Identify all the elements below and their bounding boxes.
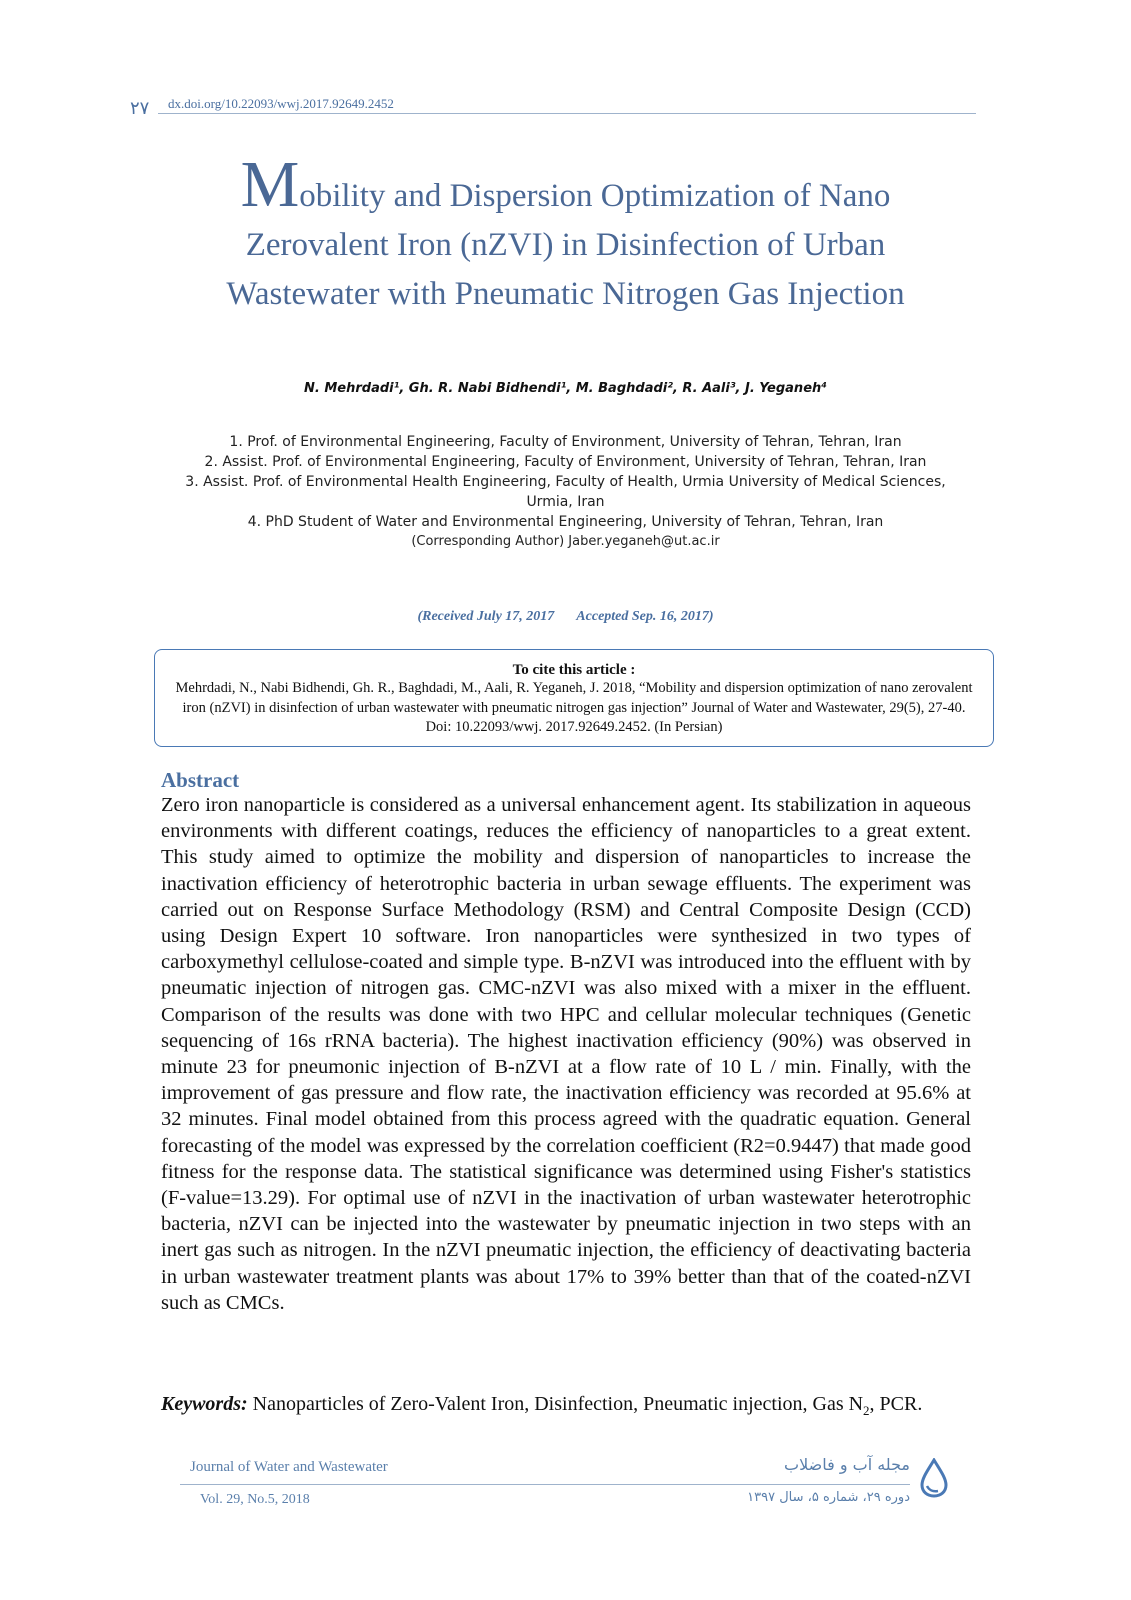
footer-journal-fa: مجله آب و فاضلاب — [784, 1455, 910, 1474]
footer-volume-en: Vol. 29, No.5, 2018 — [200, 1492, 310, 1507]
title-dropcap: M — [240, 148, 300, 221]
accepted-date: Accepted Sep. 16, 2017) — [576, 609, 714, 624]
affiliation-4: 4. PhD Student of Water and Environmental Engineering, University of Tehran, Tehran, Iran — [247, 514, 884, 530]
page-header — [130, 92, 976, 122]
keywords-text-end: , PCR. — [869, 1393, 923, 1415]
keywords — [161, 1393, 981, 1419]
doi-link[interactable]: dx.doi.org/10.22093/wwj.2017.92649.2452 — [168, 96, 394, 111]
keywords-label: Keywords: — [161, 1393, 248, 1415]
citation-text: Mehrdadi, N., Nabi Bidhendi, Gh. R., Baghdadi, M., Aali, R. Yeganeh, J. 2018, “Mobility and dispersion optimization of nano zerovalent iron (nZVI) in disinfection of urban wastewater with pneumatic nitrogen gas injection” Journal of Water and Wastewater, 29(5), 27-40. Doi: 10.22093/wwj. 2017.92649.2452. (In Persian) — [175, 680, 973, 735]
keywords-text: Nanoparticles of Zero-Valent Iron, Disinfection, Pneumatic injection, Gas N — [247, 1393, 864, 1415]
article-title — [140, 148, 991, 319]
page-number: ۲۷ — [130, 98, 150, 119]
footer-volume-fa: دوره ۲۹، شماره ۵، سال ۱۳۹۷ — [747, 1490, 910, 1505]
affiliations — [170, 432, 961, 552]
corresponding-author: (Corresponding Author) Jaber.yeganeh@ut.ac.ir — [411, 534, 720, 549]
affiliation-1: 1. Prof. of Environmental Engineering, Faculty of Environment, University of Tehran, Tehran, Iran — [229, 434, 902, 450]
footer-journal-en: Journal of Water and Wastewater — [190, 1459, 388, 1475]
abstract-heading: Abstract — [161, 768, 240, 792]
journal-logo-icon — [918, 1458, 950, 1498]
title-line-1-rest: obility and Dispersion Optimization of Nano — [299, 178, 891, 214]
abstract-body: Zero iron nanoparticle is considered as a universal enhancement agent. Its stabilization in aqueous environments with different coatings, reduces the efficiency of nanoparticles to a great extent. This study aimed to optimize the mobility and dispersion of nanoparticles to increase the inactivation efficiency of heterotrophic bacteria in urban sewage effluents. The experiment was carried out on Response Surface Methodology (RSM) and Central Composite Design (CCD) using Design Expert 10 software. Iron nanoparticles were synthesized in two types of carboxymethyl cellulose-coated and simple type. B-nZVI was introduced into the effluent with by pneumatic injection of nitrogen gas. CMC-nZVI was also mixed with a mixer in the effluent. Comparison of the results was done with two HPC and cellular molecular techniques (Genetic sequencing of 16s rRNA bacteria). The highest inactivation efficiency (90%) was observed in minute 23 for pneumonic injection of B-nZVI at a flow rate of 10 L / min. Finally, with the improvement of gas pressure and flow rate, the inactivation efficiency was recorded at 95.6% at 32 minutes. Final model obtained from this process agreed with the quadratic equation. General forecasting of the model was expressed by the correlation coefficient (R2=0.9447) that made good fitness for the response data. The statistical significance was determined using Fisher's statistics (F-value=13.29). For optimal use of nZVI in the inactivation of urban wastewater heterotrophic bacteria, nZVI can be injected into the wastewater by pneumatic injection in two steps with an inert gas such as nitrogen. In the nZVI pneumatic injection, the efficiency of deactivating bacteria in urban wastewater treatment plants was about 17% to 39% better than that of the coated-nZVI such as CMCs. — [161, 794, 971, 1314]
author-list: N. Mehrdadi¹, Gh. R. Nabi Bidhendi¹, M. Baghdadi², R. Aali³, J. Yeganeh⁴ — [304, 381, 827, 396]
footer-rule — [180, 1484, 910, 1485]
title-line-2: Zerovalent Iron (nZVI) in Disinfection of Urban — [245, 227, 886, 263]
title-line-1 — [140, 148, 991, 221]
citation-heading: To cite this article : — [512, 662, 636, 678]
title-line-3: Wastewater with Pneumatic Nitrogen Gas Injection — [226, 276, 905, 312]
received-date: (Received July 17, 2017 — [417, 609, 555, 624]
citation-box — [154, 649, 994, 747]
header-rule — [158, 113, 976, 114]
article-dates — [140, 609, 991, 625]
affiliation-2: 2. Assist. Prof. of Environmental Engineering, Faculty of Environment, University of Tehran, Tehran, Iran — [204, 454, 927, 470]
affiliation-3: 3. Assist. Prof. of Environmental Health Engineering, Faculty of Health, Urmia University of Medical Sciences, Urmia, Iran — [185, 474, 946, 510]
keywords-subscript: 2 — [863, 1403, 870, 1418]
